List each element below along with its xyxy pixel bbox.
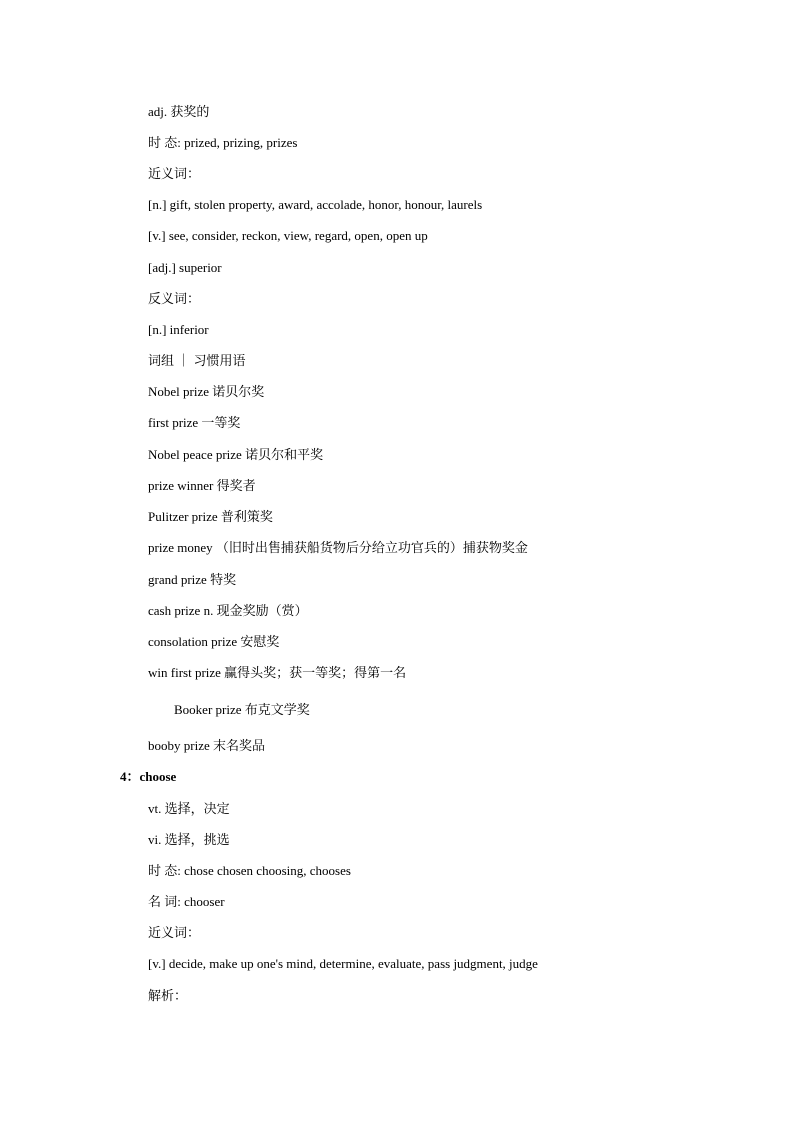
- phrase-item: Pulitzer prize 普利策奖: [148, 509, 273, 524]
- phrase-item: cash prize n. 现金奖励（赏）: [148, 603, 308, 618]
- choose-vt-definition: vt. 选择，决定: [148, 801, 230, 816]
- prize-synonyms-label: 近义词：: [148, 166, 201, 181]
- phrase-item: Nobel prize 诺贝尔奖: [148, 384, 265, 399]
- prize-antonyms-label: 反义词：: [148, 291, 201, 306]
- phrase-item: consolation prize 安慰奖: [148, 634, 280, 649]
- prize-antonyms-noun: [n.] inferior: [148, 322, 209, 337]
- choose-vi-definition: vi. 选择，挑选: [148, 832, 230, 847]
- phrase-item: first prize 一等奖: [148, 415, 241, 430]
- phrase-item: Nobel peace prize 诺贝尔和平奖: [148, 447, 324, 462]
- prize-synonyms-adj: [adj.] superior: [148, 260, 222, 275]
- phrase-item: prize money （旧时出售捕获船货物后分给立功官兵的）捕获物奖金: [148, 540, 528, 555]
- phrase-item: booby prize 末名奖品: [148, 738, 265, 753]
- phrase-item-indented: Booker prize 布克文学奖: [174, 702, 310, 717]
- phrase-item: win first prize 赢得头奖；获一等奖；得第一名: [148, 665, 407, 680]
- prize-synonyms-verb: [v.] see, consider, reckon, view, regard, open, open up: [148, 228, 428, 243]
- phrase-item: prize winner 得奖者: [148, 478, 256, 493]
- choose-tense: 时 态: chose chosen choosing, chooses: [148, 863, 351, 878]
- choose-synonyms-label: 近义词：: [148, 925, 201, 940]
- choose-noun: 名 词: chooser: [148, 894, 225, 909]
- phrase-item: grand prize 特奖: [148, 572, 237, 587]
- choose-synonyms-verb: [v.] decide, make up one's mind, determine, evaluate, pass judgment, judge: [148, 956, 538, 971]
- choose-analysis-label: 解析：: [148, 988, 188, 1003]
- prize-tense: 时 态: prized, prizing, prizes: [148, 135, 298, 150]
- prize-synonyms-noun: [n.] gift, stolen property, award, accolade, honor, honour, laurels: [148, 197, 483, 212]
- section-heading-choose: 4：choose: [120, 769, 177, 784]
- prize-adj-definition: adj. 获奖的: [148, 104, 210, 119]
- prize-phrases-label: 词组 ｜ 习惯用语: [148, 353, 246, 368]
